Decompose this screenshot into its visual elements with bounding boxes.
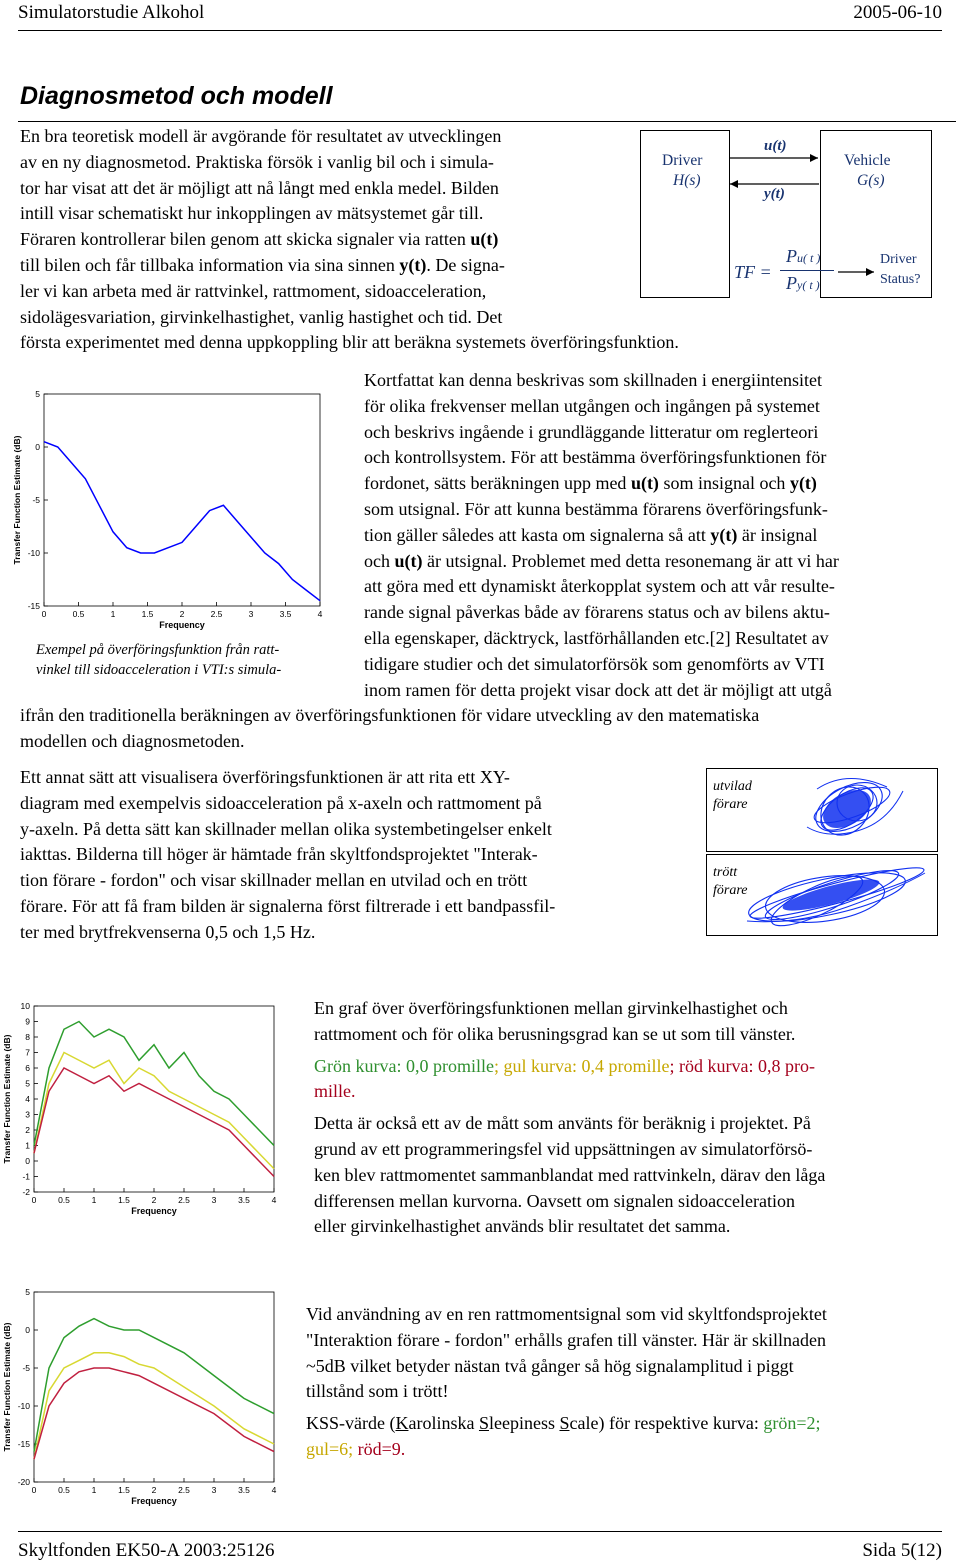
- header-date: 2005-06-10: [853, 2, 942, 23]
- driver-label: Driver: [662, 152, 703, 169]
- page-footer: [18, 1531, 942, 1561]
- footer-project: Skyltfonden EK50-A 2003:25126: [18, 1540, 275, 1561]
- x-tick-label: 0.5: [72, 609, 85, 619]
- y-tick-label: 0: [25, 1325, 30, 1335]
- x-tick-label: 4: [271, 1485, 277, 1495]
- x-tick-label: 0.5: [58, 1195, 70, 1205]
- y-tick-label: 8: [25, 1032, 30, 1042]
- block-diagram: [640, 124, 940, 324]
- y-tick-label: 9: [25, 1016, 30, 1027]
- xy-tired-scatter: [707, 855, 937, 935]
- x-tick-label: 1.5: [141, 609, 154, 619]
- x-tick-label: 4: [317, 609, 323, 619]
- y-signal-label: y(t): [764, 186, 785, 202]
- y-tick-label: -10: [17, 1401, 30, 1411]
- header-title: Simulatorstudie Alkohol: [18, 2, 205, 23]
- x-axis-label: Frequency: [131, 1496, 177, 1506]
- diagram-arrows: [640, 124, 940, 324]
- chart-2: [4, 994, 290, 1230]
- y-tick-label: -5: [32, 495, 40, 505]
- fraction-bar: [780, 270, 834, 271]
- status-label-2: Status?: [880, 272, 921, 287]
- x-tick-label: 2.5: [210, 609, 223, 619]
- x-tick-label: 1: [91, 1195, 97, 1205]
- tf-denominator: Py( t ): [786, 273, 820, 293]
- section-rule: [18, 121, 956, 122]
- paragraph-2: Kortfattat kan denna beskrivas som skillnaden i energiintensitet för olika frekvenser mellan utgången och ingången på systemet och beskrivs ingående i grundläggande litteratur om reglerteori och kontrollsystem. För att bestämma överföringsfunktionen för fordonet, sätts beräkningen upp med u(t) som insignal och y(t) som utsignal. För att kunna bestämma förarens överföringsfunk- tion gäller således att kasta om signalerna så att y(t) är insignal och u(t) är utsignal. Problemet med detta resonemang är att vi har att göra med ett dynamiskt återkopplat system och att vår resulte- rande signal påverkas både av förarens status och av bilens aktu- ella egenskaper, däcktryck, lastförhållanden etc.[2] Resultatet av tidigare studier och det simulatorförsök som genomförts av VTI inom ramen för detta projekt visar dock att det är möjligt att utgå: [364, 370, 839, 700]
- y-tick-label: 6: [25, 1063, 30, 1073]
- page-header: [18, 0, 942, 31]
- y-tick-label: -2: [22, 1187, 30, 1197]
- vehicle-sub-label: G(s): [857, 172, 885, 189]
- text-line: till bilen och får tillbaka information via sina sinnen y(t). De signa-: [20, 254, 505, 275]
- plot-area: [34, 1292, 274, 1482]
- text-line: Föraren kontrollerar bilen genom att skicka signaler via ratten u(t): [20, 229, 499, 250]
- y-axis-label: Transfer Function Estimate (dB): [2, 1034, 12, 1164]
- y-tick-label: 3: [25, 1109, 30, 1120]
- text-line: tor har visat att det är möjligt att nå långt med enkla medel. Bilden: [20, 177, 499, 198]
- x-tick-label: 3: [211, 1485, 217, 1495]
- text-line: En bra teoretisk modell är avgörande för resultatet av utvecklingen: [20, 126, 502, 146]
- status-label-1: Driver: [880, 252, 917, 267]
- section-title: Diagnosmetod och modell: [20, 82, 333, 110]
- xy-tired-label-2: förare: [713, 883, 748, 898]
- x-tick-label: 0: [31, 1195, 37, 1205]
- tf-numerator: Pu( t ): [786, 246, 821, 266]
- x-tick-label: 1: [91, 1485, 97, 1495]
- paragraph-2-tail: ifrån den traditionella beräkningen av överföringsfunktionen för vidare utveckling av den matematiska modellen och diagnosmetoden.: [20, 705, 760, 751]
- x-tick-label: 2.5: [178, 1195, 190, 1205]
- paragraph-4: En graf över överföringsfunktionen mellan girvinkelhastighet och rattmoment och för olika berusningsgrad kan se ut som till vänster. Grön kurva: 0,0 promille; gul kurva: 0,4 promille; röd kurva: 0,8 pro- mille. Detta är också ett av de mått som använts för beräknig i projektet. På grund av ett programmeringsfel vid uppsättningen av simulatorförsö- ken blev rattmomentet sammanblandat med rattvinkeln, därav den låga differensen mellan kurvorna. Oavsett om signalen sidoacceleration eller girvinkelhastighet används blir resultatet det samma.: [314, 998, 826, 1237]
- y-tick-label: -15: [17, 1439, 30, 1449]
- y-tick-label: -20: [17, 1477, 30, 1487]
- x-tick-label: 3: [211, 1195, 217, 1205]
- paragraph-5: Vid användning av en ren rattmomentsignal som vid skyltfondsprojektet "Interaktion förare - fordon" erhålls grafen till vänster. Här är skillnaden ~5dB vilket betyder nästan två gånger så hög signalamplitud i piggt tillstånd som i trött! KSS-värde (Karolinska Sleepiness Scale) för respektive kurva: grön=2; gul=6; röd=9.: [306, 1304, 827, 1459]
- vehicle-label: Vehicle: [844, 152, 891, 169]
- driver-sub-label: H(s): [673, 172, 701, 189]
- x-tick-label: 3: [248, 609, 254, 619]
- y-tick-label: 2: [25, 1125, 30, 1135]
- y-tick-label: -15: [27, 601, 40, 611]
- paragraph-3: Ett annat sätt att visualisera överföringsfunktionen är att rita ett XY- diagram med exempelvis sidoacceleration på x-axeln och rattmoment på y-axeln. På detta sätt kan skillnader mellan olika systembetingelser enkelt iakttas. Bilderna till höger är hämtade från skyltfondsprojektet "Interak- tion förare - fordon" och visar skillnader mellan en utvilad och en trött förare. För att få fram bilden är signalerna först filtrerade i ett bandpassfil- ter med brytfrekvenserna 0,5 och 1,5 Hz.: [20, 767, 556, 942]
- x-tick-label: 1.5: [118, 1485, 130, 1495]
- text-line: av en ny diagnosmetod. Praktiska försök i vanlig bil och i simula-: [20, 151, 494, 172]
- y-tick-label: 0: [25, 1156, 30, 1166]
- y-tick-label: 4: [25, 1094, 30, 1104]
- xy-tired-label-1: trött: [713, 865, 738, 880]
- x-tick-label: 3.5: [279, 609, 292, 619]
- y-tick-label: 1: [25, 1140, 30, 1151]
- xy-rested-label-1: utvilad: [713, 779, 752, 794]
- chart-2-svg: [4, 994, 290, 1230]
- y-tick-label: 5: [25, 1078, 30, 1089]
- xy-plot-tired: [706, 854, 938, 936]
- x-tick-label: 2: [151, 1195, 157, 1205]
- x-tick-label: 1.5: [118, 1195, 130, 1205]
- footer-page-number: Sida 5(12): [862, 1540, 942, 1561]
- xy-plot-rested: [706, 768, 938, 852]
- plot-area: [44, 394, 320, 606]
- tf-label: TF =: [734, 262, 772, 282]
- text-line: sidolägesvariation, girvinkelhastighet, vanlig hastighet och tid. Det: [20, 306, 503, 327]
- x-tick-label: 0.5: [58, 1485, 70, 1495]
- chart-1-caption: Exempel på överföringsfunktion från ratt- vinkel till sidoacceleration i VTI:s simula-: [36, 642, 282, 678]
- x-tick-label: 0: [31, 1485, 37, 1495]
- y-tick-label: 5: [25, 1287, 30, 1297]
- x-tick-label: 4: [271, 1195, 277, 1205]
- intro-paragraph: [20, 124, 620, 330]
- y-tick-label: -10: [27, 548, 40, 558]
- x-tick-label: 3.5: [238, 1485, 250, 1495]
- y-tick-label: -1: [22, 1171, 30, 1182]
- xy-rested-label-2: förare: [713, 797, 748, 812]
- xy-rested-scatter: [707, 769, 937, 851]
- x-tick-label: 2.5: [178, 1485, 190, 1495]
- chart-1: [10, 368, 340, 633]
- text-line: intill visar schematiskt hur inkopplingen av mätsystemet går till.: [20, 203, 484, 224]
- chart-1-svg: [10, 368, 340, 633]
- y-axis-label: Transfer Function Estimate (dB): [2, 1322, 12, 1452]
- x-tick-label: 2: [179, 609, 185, 619]
- plot-area: [34, 1006, 274, 1192]
- x-tick-label: 0: [41, 609, 47, 619]
- x-tick-label: 1: [110, 609, 116, 619]
- y-tick-label: 0: [35, 442, 40, 452]
- y-tick-label: 7: [25, 1047, 30, 1058]
- x-tick-label: 3.5: [238, 1195, 250, 1205]
- intro-last-line: första experimentet med denna uppkoppling blir att beräkna systemets överföringsfunktion.: [20, 332, 679, 352]
- chart-3: [4, 1280, 290, 1510]
- text-line: ler vi kan arbeta med är rattvinkel, rattmoment, sidoacceleration,: [20, 280, 487, 301]
- y-tick-label: 5: [35, 389, 40, 399]
- chart-3-svg: [4, 1280, 290, 1510]
- x-axis-label: Frequency: [159, 620, 205, 630]
- x-axis-label: Frequency: [131, 1206, 177, 1216]
- y-tick-label: -5: [22, 1363, 30, 1373]
- x-tick-label: 2: [151, 1485, 157, 1495]
- u-signal-label: u(t): [764, 138, 787, 154]
- y-axis-label: Transfer Function Estimate (dB): [12, 435, 22, 565]
- y-tick-label: 10: [20, 1001, 30, 1011]
